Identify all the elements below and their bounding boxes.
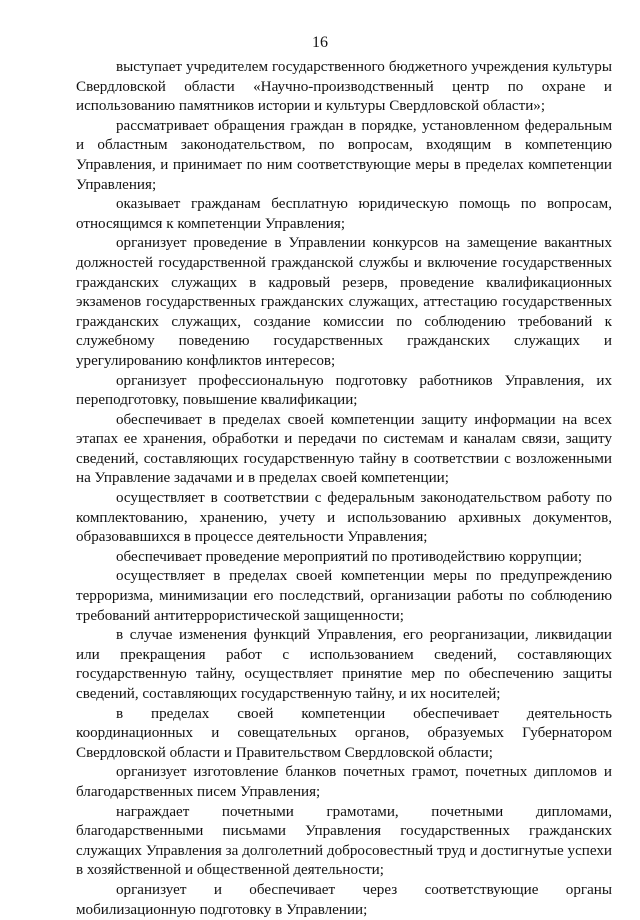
paragraph-archive-documents: осуществляет в соответствии с федеральным законодательством работу по комплектованию, хранению, учету и использованию архивных документов, образовавшихся в процессе деятельности Управления; (76, 490, 612, 546)
paragraph-information-security: обеспечивает в пределах своей компетенции защиту информации на всех этапах ее хранения, обработки и передачи по системам и каналам связи, защиту сведений, составляющих государственную тайну в соответствии с возложенными на Управление задачами и в пределах своей компетенции; (76, 411, 612, 487)
paragraph-founder: выступает учредителем государственного бюджетного учреждения культуры Свердловской области «Научно-производственный центр по охране и использованию памятников истории и культуры Свердловской области»; (76, 59, 612, 115)
document-body (76, 58, 612, 920)
paragraph-mobilization: организует и обеспечивает через соответствующие органы мобилизационную подготовку в Управлении; (76, 881, 612, 918)
paragraph-legal-aid: оказывает гражданам бесплатную юридическую помощь по вопросам, относящимся к компетенции Управления; (76, 196, 612, 232)
paragraph-state-secret-protection: в случае изменения функций Управления, его реорганизации, ликвидации или прекращения работ с использованием сведений, составляющих государственную тайну, осуществляет принятие мер по обеспечению защиты сведений, составляющих государственную тайну, и их носителей; (76, 627, 612, 702)
paragraph-awards: награждает почетными грамотами, почетными дипломами, благодарственными письмами Управления государственных гражданских служащих Управления за долголетний добросовестный труд и достигнутые успехи в хозяйственной и общественной деятельности; (76, 803, 612, 879)
paragraph-anti-terrorism: осуществляет в пределах своей компетенции меры по предупреждению терроризма, минимизации его последствий, организации работы по соблюдению требований антитеррористической защищенности; (76, 568, 612, 624)
paragraph-civil-service-competitions: организует проведение в Управлении конкурсов на замещение вакантных должностей государственной гражданской службы и включение государственных гражданских служащих в кадровый резерв, проведение квалификационных экзаменов государственных гражданских служащих, аттестацию государственных гражданских служащих, создание комиссии по соблюдению требований к служебному поведению государственных гражданских служащих и урегулированию конфликтов интересов; (76, 235, 612, 369)
paragraph-award-blanks: организует изготовление бланков почетных грамот, почетных дипломов и благодарственных писем Управления; (76, 764, 612, 800)
paragraph-coordination-bodies: в пределах своей компетенции обеспечивает деятельность координационных и совещательных органов, образуемых Губернатором Свердловской области и Правительством Свердловской области; (76, 705, 612, 761)
page-number: 16 (312, 34, 328, 51)
paragraph-anti-corruption: обеспечивает проведение мероприятий по противодействию коррупции; (116, 548, 583, 565)
paragraph-citizen-appeals: рассматривает обращения граждан в порядке, установленном федеральным и областным законодательством, по вопросам, входящим в компетенцию Управления, и принимает по ним соответствующие меры в пределах компетенции Управления; (76, 117, 612, 193)
paragraph-professional-training: организует профессиональную подготовку работников Управления, их переподготовку, повышение квалификации; (76, 372, 612, 409)
